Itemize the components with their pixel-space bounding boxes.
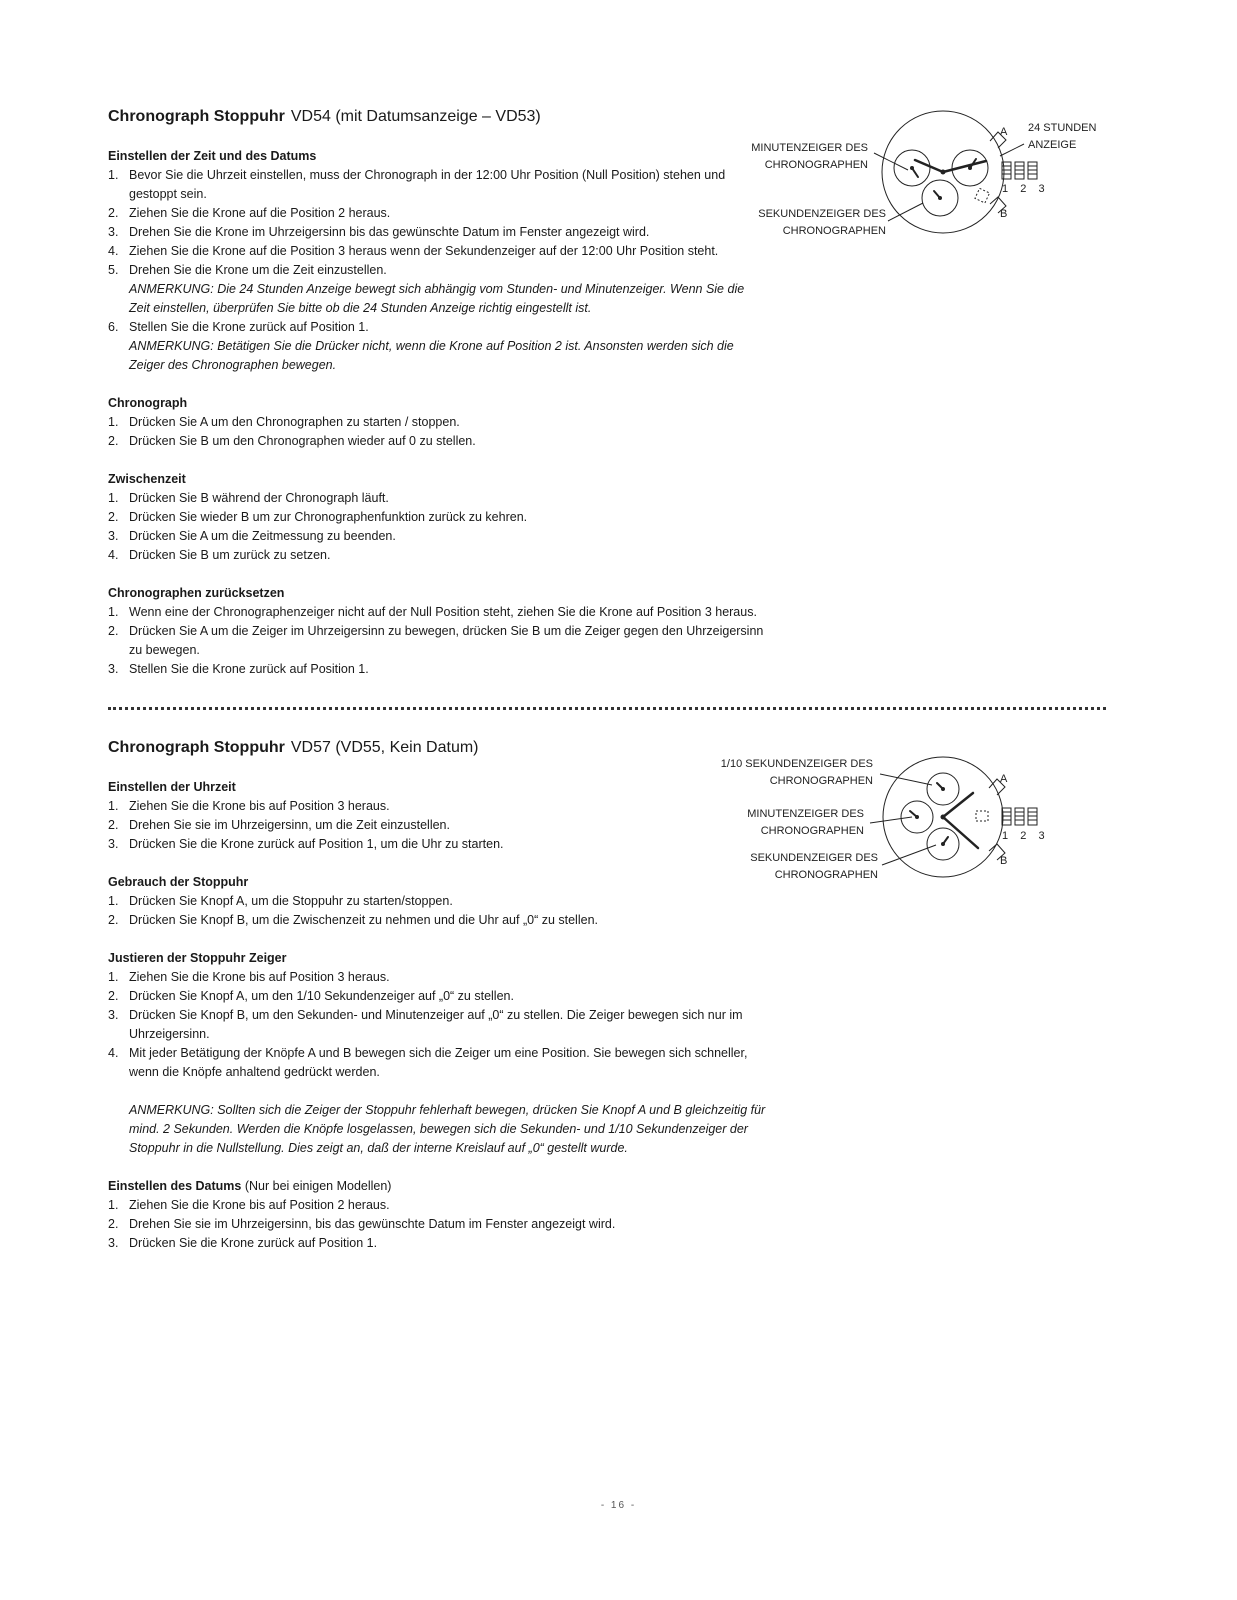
- list-item: 5. Drehen Sie die Krone um die Zeit einzustellen. ANMERKUNG: Die 24 Stunden Anzeige bewegt sich abhängig vom Stunden- und Minutenzeiger. Wenn Sie die Zeit einstellen, überprüfen Sie bitte ob die 24 Stunden Anzeige richtig eingestellt ist.: [108, 263, 745, 315]
- note-text: ANMERKUNG: Betätigen Sie die Drücker nicht, wenn die Krone auf Position 2 ist. Ansonsten werden sich die Zeiger des Chronographen bewegen.: [129, 339, 734, 372]
- list-item: 6. Stellen Sie die Krone zurück auf Position 1. ANMERKUNG: Betätigen Sie die Drücker nicht, wenn die Krone auf Position 2 ist. Ansonsten werden sich die Zeiger des Chronographen bewegen.: [108, 320, 734, 372]
- label-24h-line1: 24 STUNDEN: [1028, 122, 1097, 134]
- list-item: 3. Drücken Sie Knopf B, um den Sekunden- und Minutenzeiger auf „0“ zu stellen. Die Zeiger bewegen sich nur im Uhrzeigersinn.: [108, 1008, 743, 1041]
- watch-diagram-vd57: [700, 745, 1100, 895]
- list-item: 3. Drücken Sie die Krone zurück auf Position 1, um die Uhr zu starten.: [108, 837, 504, 851]
- button-b-label: B: [1000, 855, 1008, 867]
- block-reset: [108, 584, 768, 679]
- label-second-line2: CHRONOGRAPHEN: [774, 869, 878, 881]
- title-bold: Chronograph Stoppuhr: [108, 108, 285, 125]
- block-stopwatch-use: [108, 873, 768, 930]
- list-item: 1. Ziehen Sie die Krone bis auf Position 2 heraus.: [108, 1198, 390, 1212]
- list-item: 1. Bevor Sie die Uhrzeit einstellen, muss der Chronograph in der 12:00 Uhr Position (Null Position) stehen und gestoppt sein.: [108, 168, 726, 201]
- section-title: [108, 738, 768, 758]
- label-minute-line2: CHRONOGRAPHEN: [760, 825, 864, 837]
- date-window: [976, 811, 988, 821]
- list-item: 1. Ziehen Sie die Krone bis auf Position 3 heraus.: [108, 799, 390, 813]
- note-text: ANMERKUNG: Die 24 Stunden Anzeige bewegt sich abhängig vom Stunden- und Minutenzeiger. Wenn Sie die Zeit einstellen, überprüfen Sie bitte ob die 24 Stunden Anzeige richtig eingestellt ist.: [129, 282, 745, 315]
- label-24h-line2: ANZEIGE: [1028, 139, 1077, 151]
- label-minute-line1: MINUTENZEIGER DES: [747, 808, 864, 820]
- crown-positions-label: 1 2 3: [1002, 830, 1047, 842]
- list-item: 2. Drehen Sie sie im Uhrzeigersinn, bis das gewünschte Datum im Fenster angezeigt wird.: [108, 1217, 616, 1231]
- watch-diagram-svg: [700, 745, 1100, 895]
- list-item: 1. Wenn eine der Chronographenzeiger nicht auf der Null Position steht, ziehen Sie die Krone auf Position 3 heraus.: [108, 605, 757, 619]
- block-set-date: [108, 1177, 768, 1253]
- label-minute-line2: CHRONOGRAPHEN: [764, 159, 868, 171]
- button-a-label: A: [1000, 126, 1008, 138]
- list-item: 1. Drücken Sie Knopf A, um die Stoppuhr zu starten/stoppen.: [108, 894, 453, 908]
- list-item: 1. Drücken Sie A um den Chronographen zu starten / stoppen.: [108, 415, 460, 429]
- subhead: Gebrauch der Stoppuhr: [108, 875, 249, 889]
- button-a-label: A: [1000, 773, 1008, 785]
- section-divider: [108, 707, 1106, 710]
- title-model: VD54 (mit Datumsanzeige – VD53): [290, 108, 541, 125]
- section-vd54: [108, 107, 768, 679]
- subhead: Justieren der Stoppuhr Zeiger: [108, 951, 287, 965]
- block-time-date: [108, 147, 768, 375]
- list-item: 3. Drehen Sie die Krone im Uhrzeigersinn bis das gewünschte Datum im Fenster angezeigt wird.: [108, 225, 650, 239]
- page-number: - 16 -: [600, 1500, 637, 1511]
- title-model: VD57 (VD55, Kein Datum): [290, 739, 479, 756]
- list-item: 4. Ziehen Sie die Krone auf die Position 3 heraus wenn der Sekundenzeiger auf der 12:00 Uhr Position steht.: [108, 244, 719, 258]
- title-bold: Chronograph Stoppuhr: [108, 739, 285, 756]
- list-item: 1. Drücken Sie B während der Chronograph läuft.: [108, 491, 389, 505]
- block-adjust-hands: [108, 949, 768, 1158]
- button-b-label: B: [1000, 208, 1008, 220]
- list-item: 1. Ziehen Sie die Krone bis auf Position 3 heraus.: [108, 970, 390, 984]
- subhead: Chronograph: [108, 396, 188, 410]
- section-vd57: [108, 738, 768, 1253]
- label-minute-line1: MINUTENZEIGER DES: [751, 142, 868, 154]
- list-item: 3. Drücken Sie die Krone zurück auf Position 1.: [108, 1236, 378, 1250]
- section-title: [108, 107, 768, 127]
- label-second-line2: CHRONOGRAPHEN: [782, 225, 886, 237]
- crown-positions-label: 1 2 3: [1002, 183, 1047, 195]
- subhead: Chronographen zurücksetzen: [108, 586, 285, 600]
- subhead: Einstellen der Zeit und des Datums: [108, 149, 317, 163]
- label-second-line1: SEKUNDENZEIGER DES: [750, 852, 878, 864]
- watch-diagram-vd54: [740, 100, 1120, 250]
- list-item: 2. Drücken Sie A um die Zeiger im Uhrzeigersinn zu bewegen, drücken Sie B um die Zeiger gegen den Uhrzeigersinn zu bewegen.: [108, 624, 764, 657]
- subhead: Einstellen des Datums (Nur bei einigen Modellen): [108, 1179, 392, 1193]
- date-window: [975, 188, 990, 203]
- note-text: ANMERKUNG: Sollten sich die Zeiger der Stoppuhr fehlerhaft bewegen, drücken Sie Knopf A und B gleichzeitig für mind. 2 Sekunden. Werden die Knöpfe losgelassen, bewegen sich die Sekunden- und 1/10 Sekundenzeiger der Stoppuhr in die Nullstellung. Dies zeigt an, daß der interne Kreislauf auf „0“ gestellt wurde.: [129, 1103, 766, 1155]
- list-item: 2. Drücken Sie Knopf B, um die Zwischenzeit zu nehmen und die Uhr auf „0“ zu stellen.: [108, 913, 598, 927]
- list-item: 4. Mit jeder Betätigung der Knöpfe A und B bewegen sich die Zeiger um eine Position. Sie bewegen sich schneller, wenn die Knöpfe anhaltend gedrückt werden.: [108, 1046, 748, 1079]
- label-tenth-line2: CHRONOGRAPHEN: [769, 775, 873, 787]
- label-tenth-line1: 1/10 SEKUNDENZEIGER DES: [720, 758, 873, 770]
- block-split-time: [108, 470, 768, 565]
- list-item: 2. Drehen Sie sie im Uhrzeigersinn, um die Zeit einzustellen.: [108, 818, 450, 832]
- label-second-line1: SEKUNDENZEIGER DES: [758, 208, 886, 220]
- subhead: Zwischenzeit: [108, 472, 186, 486]
- list-item: 3. Stellen Sie die Krone zurück auf Position 1.: [108, 662, 369, 676]
- watch-diagram-svg: [740, 100, 1120, 250]
- list-item: 2. Ziehen Sie die Krone auf die Position 2 heraus.: [108, 206, 391, 220]
- subhead: Einstellen der Uhrzeit: [108, 780, 236, 794]
- list-item: 2. Drücken Sie wieder B um zur Chronographenfunktion zurück zu kehren.: [108, 510, 528, 524]
- list-item: 3. Drücken Sie A um die Zeitmessung zu beenden.: [108, 529, 396, 543]
- block-set-time: [108, 778, 768, 854]
- list-item: 2. Drücken Sie Knopf A, um den 1/10 Sekundenzeiger auf „0“ zu stellen.: [108, 989, 514, 1003]
- list-item: 2. Drücken Sie B um den Chronographen wieder auf 0 zu stellen.: [108, 434, 476, 448]
- list-item: 4. Drücken Sie B um zurück zu setzen.: [108, 548, 331, 562]
- block-chronograph: [108, 394, 768, 451]
